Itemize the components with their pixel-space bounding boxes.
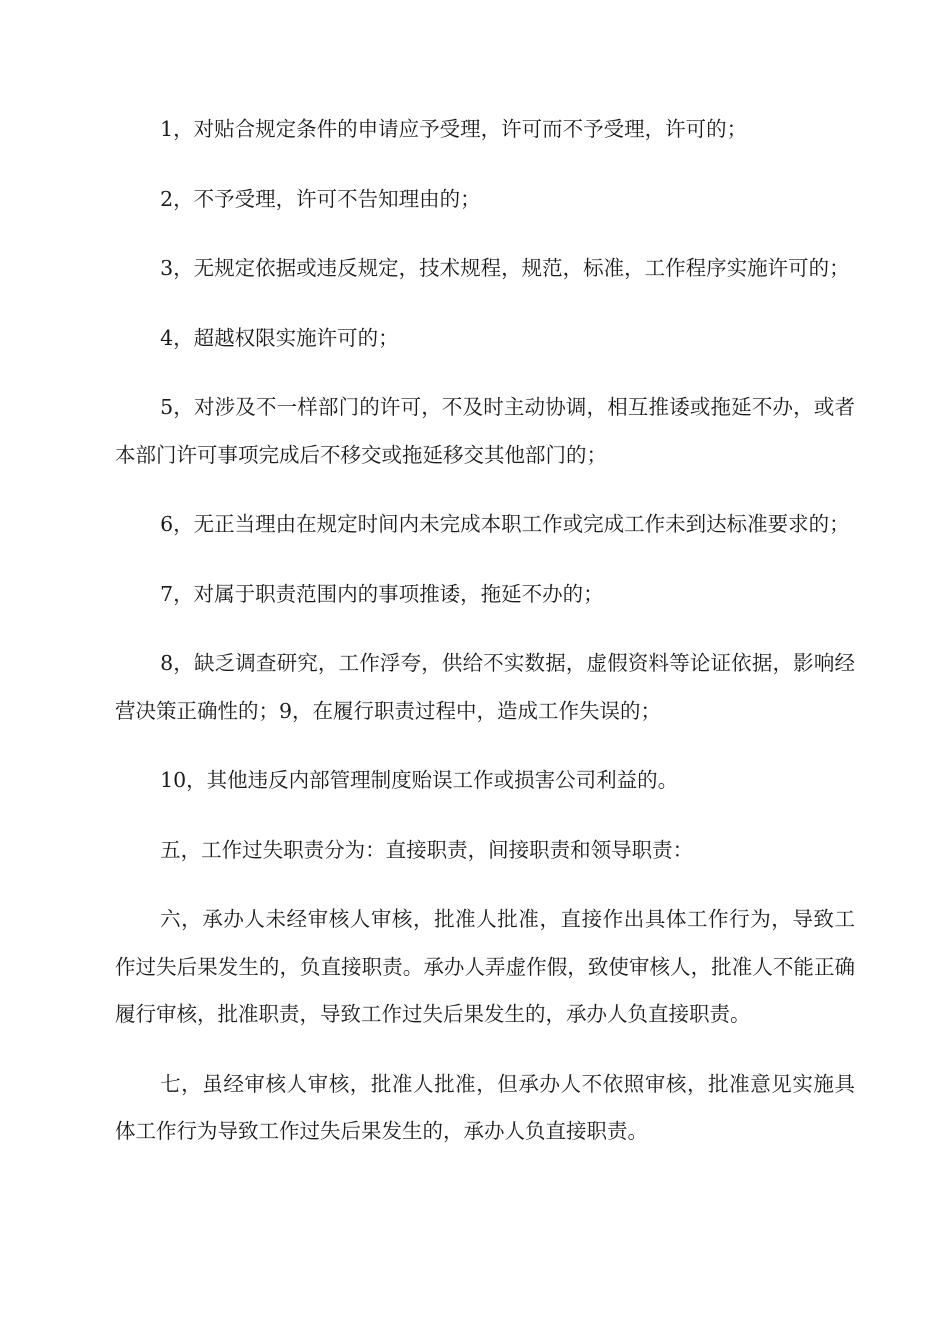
paragraph-8-9: 8，缺乏调查研究，工作浮夸，供给不实数据，虚假资料等论证依据，影响经营决策正确性的；9，在履行职责过程中，造成工作失误的；: [115, 651, 855, 723]
paragraph-1: 1，对贴合规定条件的申请应予受理，许可而不予受理，许可的；: [160, 117, 748, 141]
paragraph-10: 10，其他违反内部管理制度贻误工作或损害公司利益的。: [160, 768, 679, 792]
paragraph-section-six: 六，承办人未经审核人审核，批准人批准，直接作出具体工作行为，导致工作过失后果发生的，负直接职责。承办人弄虚作假，致使审核人，批准人不能正确履行审核，批准职责，导致工作过失后果发生的，承办人负直接职责。: [115, 907, 855, 1026]
paragraph-5: 5，对涉及不一样部门的许可，不及时主动协调，相互推诿或拖延不办，或者本部门许可事项完成后不移交或拖延移交其他部门的；: [115, 395, 855, 467]
paragraph-6: 6，无正当理由在规定时间内未完成本职工作或完成工作未到达标准要求的；: [160, 512, 850, 536]
document-body: [115, 106, 855, 1178]
paragraph-3: 3，无规定依据或违反规定，技术规程，规范，标准，工作程序实施许可的；: [160, 256, 850, 280]
paragraph-2: 2，不予受理，许可不告知理由的；: [160, 186, 481, 211]
paragraph-7: 7，对属于职责范围内的事项推诿，拖延不办的；: [160, 581, 604, 606]
paragraph-section-seven: 七，虽经审核人审核，批准人批准，但承办人不依照审核，批准意见实施具体工作行为导致工作过失后果发生的，承办人负直接职责。: [115, 1071, 855, 1143]
paragraph-4: 4，超越权限实施许可的；: [160, 325, 399, 350]
paragraph-section-five: 五，工作过失职责分为：直接职责，间接职责和领导职责：: [160, 837, 694, 862]
